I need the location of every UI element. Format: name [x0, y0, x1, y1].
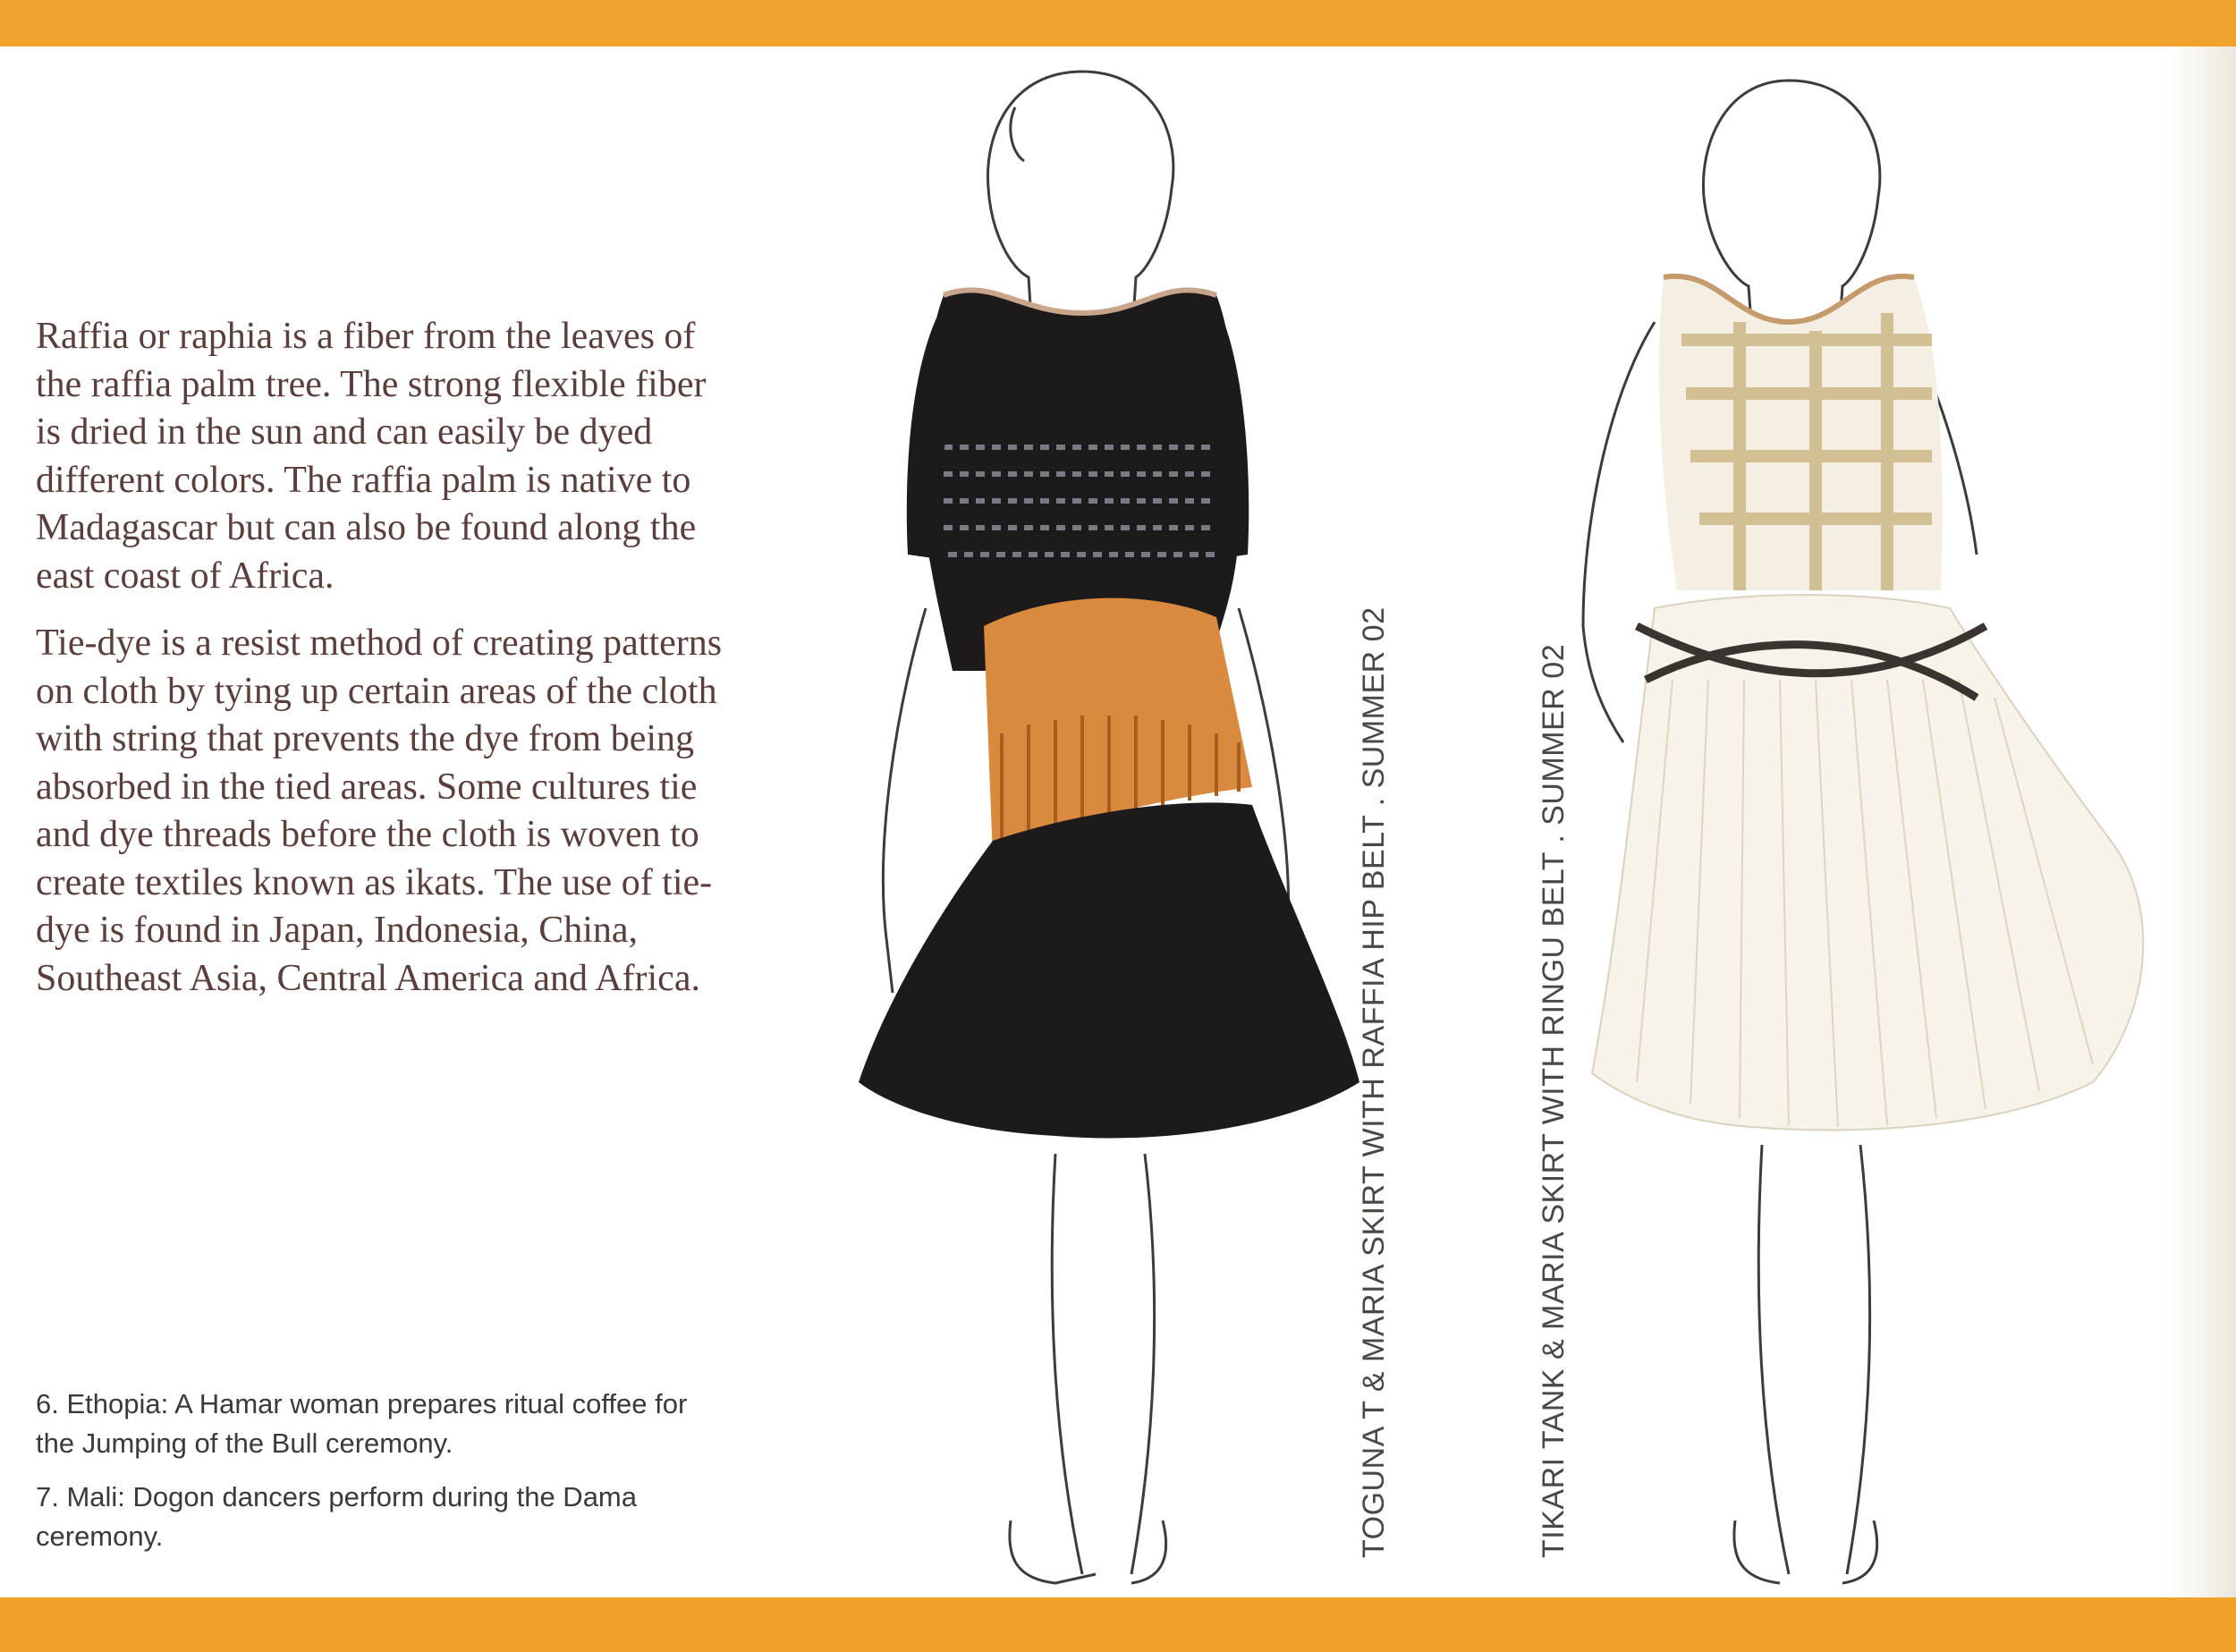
outfit-illustration-dark — [787, 54, 1377, 1592]
photo-captions — [36, 1385, 716, 1571]
paragraph-tie-dye: Tie-dye is a resist method of creating patterns on cloth by tying up certain areas of the cloth with string that prevents the dye from being absorbed in the tied areas. Some cultures tie and dye threads before the cloth is woven to create textiles known as ikats. The use of tie-dye is found in Japan, Indonesia, China, Southeast Asia, Central America and Africa. — [36, 623, 723, 999]
top-accent-bar — [0, 0, 2236, 47]
caption-mali: 7. Mali: Dogon dancers perform during the Dama ceremony. — [36, 1481, 637, 1552]
outfit-figure-light — [1520, 54, 2164, 1592]
outfit-label-tikari: TIKARI TANK & MARIA SKIRT WITH RINGU BELT . SUMMER 02 — [1537, 643, 1571, 1558]
paragraph-raffia: Raffia or raphia is a fiber from the leaves of the raffia palm tree. The strong flexible fiber is dried in the sun and can easily be dyed different colors. The raffia palm is native to Madagascar but can also be found along the east coast of Africa. — [36, 316, 707, 597]
page-edge-shadow — [2164, 47, 2236, 1597]
outfit-label-toguna: TOGUNA T & MARIA SKIRT WITH RAFFIA HIP BELT . SUMMER 02 — [1357, 606, 1391, 1558]
outfit-illustration-light — [1520, 54, 2164, 1592]
body-copy — [36, 313, 724, 1022]
maria-skirt-dark — [859, 802, 1359, 1138]
maria-skirt-light — [1592, 595, 2143, 1130]
caption-ethiopia: 6. Ethopia: A Hamar woman prepares ritual coffee for the Jumping of the Bull ceremony. — [36, 1388, 688, 1459]
outfit-figure-dark — [787, 54, 1377, 1592]
bottom-accent-bar — [0, 1597, 2236, 1652]
